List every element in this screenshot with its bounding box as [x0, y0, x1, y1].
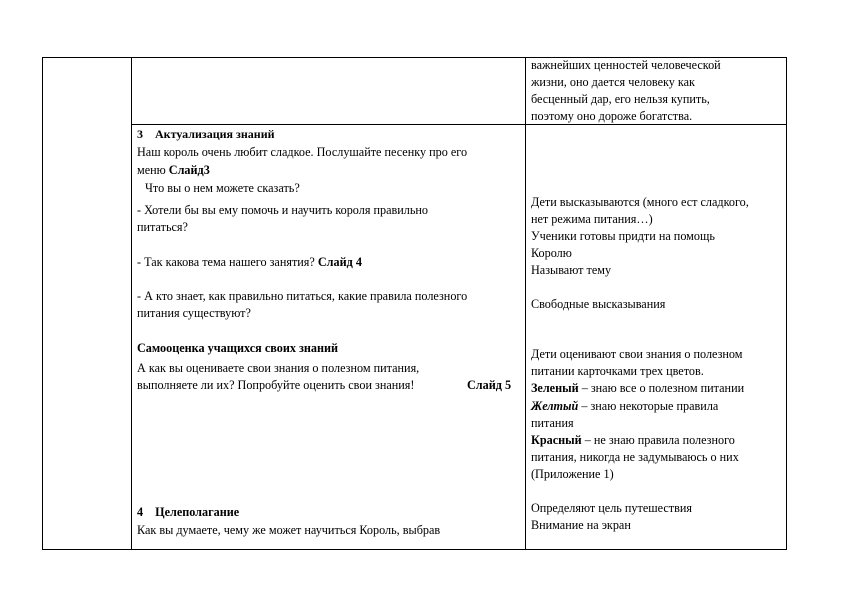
text-line: Ученики готовы придти на помощь — [531, 229, 715, 243]
text-line — [137, 377, 521, 394]
slide-reference: Слайд 4 — [317, 255, 362, 269]
slide-reference: Слайд 5 — [467, 378, 512, 392]
text-line: - Хотели бы вы ему помочь и научить короля правильно — [137, 203, 429, 217]
section-number: 4 — [137, 505, 144, 519]
text-line: питании карточками трех цветов. — [531, 364, 704, 378]
section-title: Актуализация знаний — [155, 127, 275, 141]
text-segment: – не знаю правила полезного — [581, 433, 735, 447]
text-line: нет режима питания…) — [531, 212, 653, 226]
text-line: Дети оценивают свои знания о полезном — [531, 347, 743, 361]
text-line — [531, 380, 744, 397]
slide-reference: Слайд3 — [168, 163, 210, 177]
text-line: питания существуют? — [137, 306, 251, 320]
text-line: Что вы о нем можете сказать? — [145, 181, 300, 195]
text-line: Свободные высказывания — [531, 297, 666, 311]
section3-heading — [137, 126, 275, 143]
text-line — [531, 432, 735, 449]
text-segment: меню — [137, 163, 169, 177]
row1-right-line: поэтому оно дороже богатства. — [531, 109, 693, 123]
section-title: Целеполагание — [155, 505, 240, 519]
text-line — [531, 398, 718, 415]
text-segment: – знаю все о полезном питании — [578, 381, 745, 395]
table-right-border — [786, 57, 787, 550]
row1-right-line: жизни, оно дается человеку как — [531, 75, 695, 89]
text-segment: выполняете ли их? Попробуйте оценить свои знания! — [137, 378, 415, 392]
text-line: - А кто знает, как правильно питаться, какие правила полезного — [137, 289, 468, 303]
text-line: питания — [531, 416, 574, 430]
text-line — [137, 162, 210, 179]
section4-heading — [137, 504, 239, 521]
text-line: Определяют цель путешествия — [531, 501, 692, 515]
text-line: Дети высказываются (много ест сладкого, — [531, 195, 749, 209]
text-line: Внимание на экран — [531, 518, 631, 532]
text-line: (Приложение 1) — [531, 467, 614, 481]
text-line: Наш король очень любит сладкое. Послушайте песенку про его — [137, 145, 468, 159]
section-number: 3 — [137, 127, 143, 141]
text-segment: - Так какова тема нашего занятия? — [137, 255, 318, 269]
table-bottom-border — [42, 549, 787, 550]
table-left-border — [42, 57, 43, 550]
column-divider-2 — [525, 57, 526, 550]
text-segment: – знаю некоторые правила — [578, 399, 719, 413]
row1-right-line: важнейших ценностей человеческой — [531, 58, 721, 72]
text-line: Королю — [531, 246, 572, 260]
text-line: питаться? — [137, 220, 188, 234]
self-assessment-heading: Самооценка учащихся своих знаний — [137, 341, 339, 355]
text-line: Как вы думаете, чему же может научиться Король, выбрав — [137, 523, 441, 537]
color-label-green: Зеленый — [531, 381, 579, 395]
text-line: Называют тему — [531, 263, 612, 277]
row1-right-line: бесценный дар, его нельзя купить, — [531, 92, 710, 106]
text-line: А как вы оцениваете свои знания о полезном питания, — [137, 361, 420, 375]
text-line: питания, никогда не задумываюсь о них — [531, 450, 739, 464]
column-divider-1 — [131, 57, 132, 550]
color-label-red: Красный — [531, 433, 582, 447]
color-label-yellow: Желтый — [531, 399, 579, 413]
text-line — [137, 254, 362, 271]
